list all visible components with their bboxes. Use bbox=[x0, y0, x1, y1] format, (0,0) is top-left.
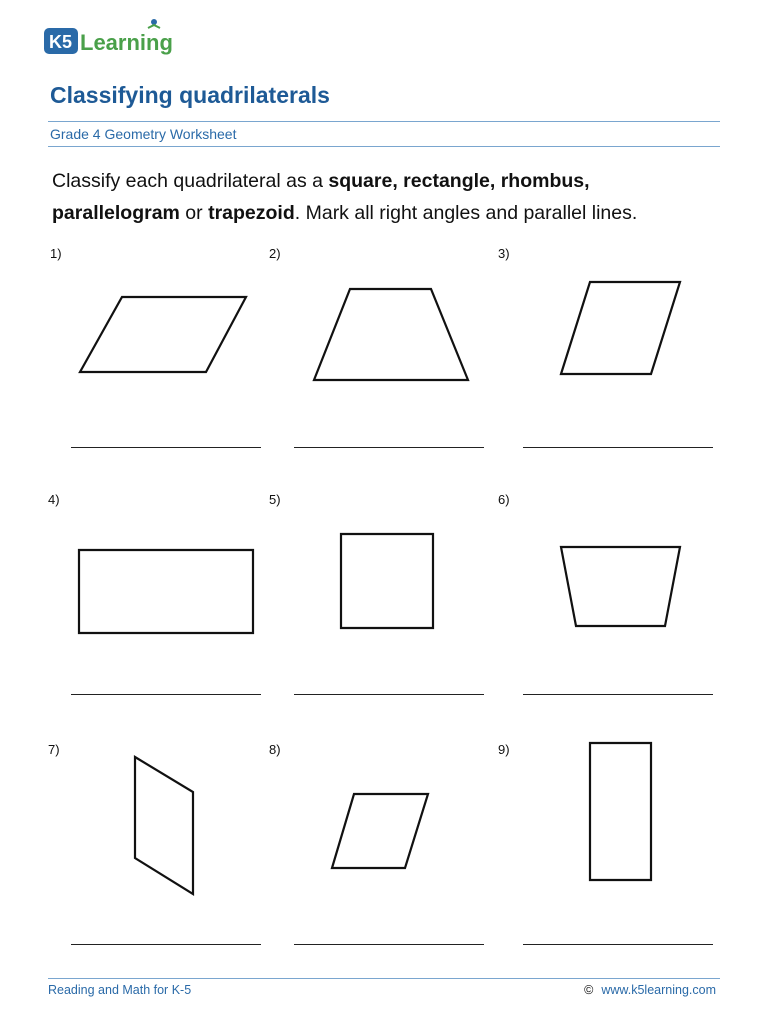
worksheet-subtitle: Grade 4 Geometry Worksheet bbox=[50, 126, 237, 142]
answer-line[interactable] bbox=[523, 694, 713, 695]
shape-2-trapezoid bbox=[314, 289, 468, 380]
footer-divider bbox=[48, 978, 720, 979]
problem-number: 3) bbox=[498, 246, 510, 261]
problem-number: 4) bbox=[48, 492, 60, 507]
shape-8-rhombus bbox=[332, 794, 428, 868]
answer-line[interactable] bbox=[294, 447, 484, 448]
answer-line[interactable] bbox=[294, 944, 484, 945]
problem-number: 2) bbox=[269, 246, 281, 261]
copyright-icon: © bbox=[584, 983, 594, 997]
page-title: Classifying quadrilaterals bbox=[50, 82, 330, 108]
instructions: Classify each quadrilateral as a square, rectangle, rhombus, parallelogram or trapezoid. Mark all right angles and parallel lines. bbox=[52, 170, 638, 224]
problem-number: 9) bbox=[498, 742, 510, 757]
logo-k5-text: K5 bbox=[49, 32, 73, 52]
answer-line[interactable] bbox=[523, 944, 713, 945]
problem-number: 5) bbox=[269, 492, 281, 507]
problem-number: 7) bbox=[48, 742, 60, 757]
problem-number: 1) bbox=[50, 246, 62, 261]
footer-website-link[interactable]: www.k5learning.com bbox=[601, 983, 716, 997]
shape-1-parallelogram bbox=[80, 297, 246, 372]
shape-4-rectangle bbox=[79, 550, 253, 633]
answer-line[interactable] bbox=[523, 447, 713, 448]
answer-line[interactable] bbox=[294, 694, 484, 695]
shape-3-parallelogram bbox=[561, 282, 680, 374]
shape-5-square bbox=[341, 534, 433, 628]
answer-line[interactable] bbox=[71, 447, 261, 448]
logo-learning-text: Learning bbox=[80, 30, 173, 55]
problem-number: 6) bbox=[498, 492, 510, 507]
problem-number: 8) bbox=[269, 742, 281, 757]
answer-line[interactable] bbox=[71, 694, 261, 695]
shape-7-parallelogram bbox=[135, 757, 193, 894]
footer-tagline: Reading and Math for K-5 bbox=[48, 983, 192, 997]
answer-line[interactable] bbox=[71, 944, 261, 945]
shape-6-trapezoid bbox=[561, 547, 680, 626]
shape-9-rectangle bbox=[590, 743, 651, 880]
footer-website[interactable] bbox=[584, 983, 716, 997]
